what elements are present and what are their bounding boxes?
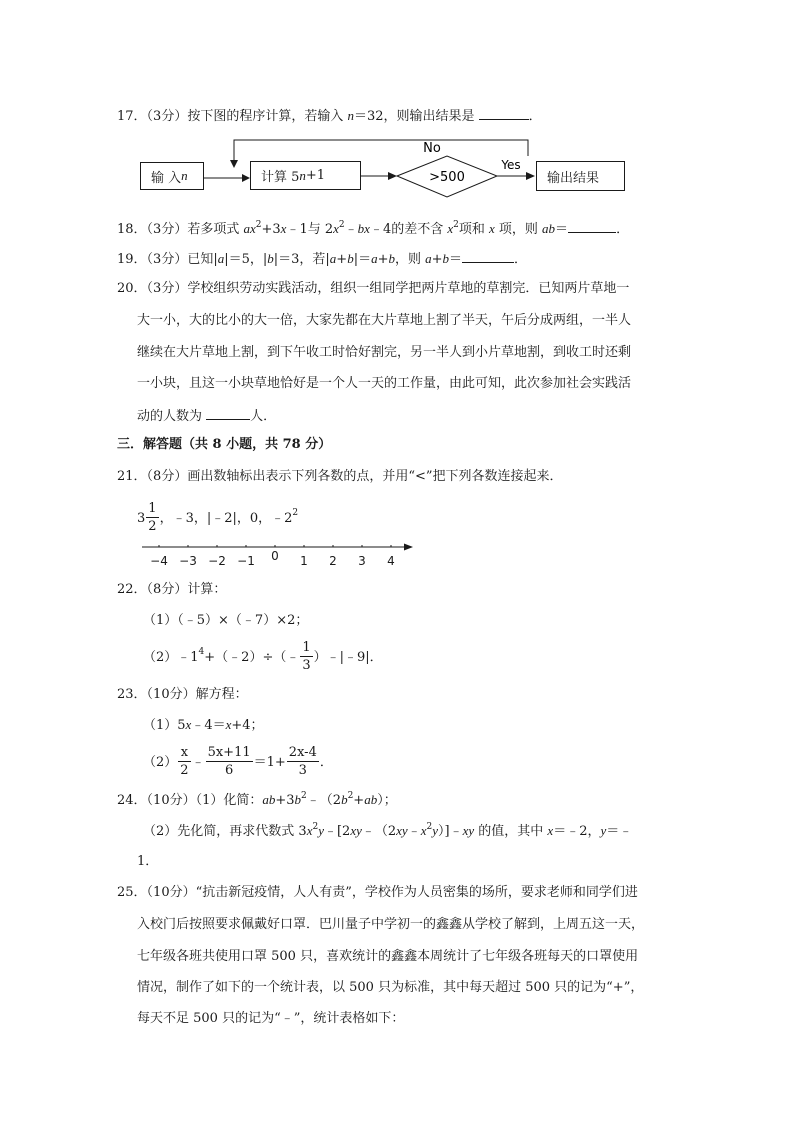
q23-x1: x <box>185 717 192 732</box>
q24-p2e: ）]﹣ <box>438 824 463 839</box>
q24-x1: x <box>306 823 313 838</box>
q21-numbers <box>137 502 298 535</box>
q24-p2c: ﹣（2 <box>361 824 397 839</box>
q19-score: （3分） <box>146 252 188 267</box>
q23-end: ． <box>319 754 333 770</box>
q25-line-2: 入校门后按照要求佩戴好口罩．巴川量子中学初一的鑫鑫从学校了解到，上周五这一天， <box>137 917 645 932</box>
q18-x2: x <box>333 221 339 236</box>
q21-sup: 2 <box>292 508 299 519</box>
q24-score: （10分） <box>146 793 196 808</box>
q24-sup-d: 2 <box>426 821 433 832</box>
q18-ax: ax <box>243 221 256 236</box>
q18-number: 18． <box>117 222 147 237</box>
q18-t2: +3 <box>261 222 281 237</box>
q25-score: （10分） <box>146 885 196 900</box>
calc-box-var: n <box>299 167 306 183</box>
q23-p2a: （2） <box>143 754 178 770</box>
q23-eq: ＝1+ <box>253 754 286 770</box>
q22-frac-num: 1 <box>300 641 312 657</box>
q21-rest: ，﹣3，|﹣2|，0，﹣2 <box>159 510 293 526</box>
q21-fraction <box>146 502 158 535</box>
q25-text-1: “抗击新冠疫情，人人有责”，学校作为人员密集的场所，要求老师和同学们进 <box>195 885 638 900</box>
arrowhead-calc-decision <box>388 172 397 180</box>
q24-part-2 <box>143 821 633 839</box>
q22-p2c: ）﹣|﹣9|． <box>313 649 383 665</box>
q22-part-1: （1）（﹣5）×（﹣7）×2； <box>143 613 309 628</box>
q25-line-3: 七年级各班共使用口罩 500 只，喜欢统计的鑫鑫本周统计了七年级各班每天的口罩使用 <box>137 949 639 964</box>
q23-number: 23． <box>117 687 147 702</box>
q21-whole: 3 <box>137 510 146 526</box>
q24-sup-a: 2 <box>301 790 307 801</box>
q24-xy2: xy <box>396 823 408 838</box>
q18-t8: ＝ <box>555 222 569 237</box>
q22-part-2 <box>143 641 383 674</box>
q23-f3-den: 3 <box>298 763 307 779</box>
q19-b4: b <box>442 251 450 266</box>
q18-x3: x <box>447 221 454 236</box>
q17-question <box>117 107 542 123</box>
q17-end: ． <box>528 109 542 124</box>
q17-text-b: ＝32，则输出结果是 <box>353 109 479 124</box>
no-loop-arrowhead <box>230 160 238 168</box>
q19-a1: a <box>217 251 225 266</box>
input-box-label: 输 入 <box>151 170 182 186</box>
q21-frac-den: 2 <box>148 519 157 535</box>
q23-text: 解方程： <box>195 687 248 702</box>
q18-t4: ﹣ <box>344 222 358 237</box>
no-label: No <box>423 141 441 156</box>
q20-line-3: 继续在大片草地上割，到下午收工时恰好割完，另一半人到小片草地割，到收工时还剩 <box>137 345 632 360</box>
q17-text: 按下图的程序计算，若输入 <box>187 109 348 124</box>
q19-t2: |＝5，| <box>224 252 268 267</box>
q24-x2: x <box>420 823 427 838</box>
q19-t1: 已知| <box>187 252 218 267</box>
q24-p1e: ）； <box>377 793 397 808</box>
q18-ab: ab <box>542 221 556 236</box>
q21-question <box>117 470 563 483</box>
q24-sup-b: 2 <box>347 790 354 801</box>
q24-p2f: 的值，其中 <box>474 824 548 839</box>
q24-ab2: ab <box>364 792 378 807</box>
q24-p2g: ＝﹣2， <box>553 824 601 839</box>
q24-p2h: ＝﹣ <box>606 824 633 839</box>
q23-part-1 <box>143 718 264 732</box>
q24-ab1: ab <box>262 792 276 807</box>
q23-part-2 <box>143 746 333 779</box>
q19-t8: + <box>431 252 443 267</box>
q23-question <box>117 688 248 701</box>
q22-number: 22． <box>117 582 147 597</box>
q18-t6: 项和 <box>458 222 489 237</box>
q18-answer-blank[interactable] <box>568 220 616 233</box>
q21-number: 21． <box>117 469 147 484</box>
q24-p1c: ﹣（2 <box>306 793 342 808</box>
decision-label: >500 <box>429 170 465 185</box>
q20-line-1 <box>117 282 629 295</box>
q23-p1a: （1）5 <box>143 718 186 733</box>
q24-y1: y <box>318 823 324 838</box>
q24-b2: b <box>341 792 348 807</box>
q23-p1c: +4； <box>231 718 264 733</box>
q18-x1: x <box>280 221 287 236</box>
calc-box-label: 计算 5 <box>261 170 300 185</box>
q24-xy1: xy <box>350 823 362 838</box>
q22-question <box>117 583 226 596</box>
q25-line-4: 情况，制作了如下的一个统计表，以 500 只为标准，其中每天超过 500 只的记为“+”， <box>137 980 644 995</box>
q19-t9: ＝ <box>449 252 463 267</box>
q18-sup-a: 2 <box>255 219 262 230</box>
q23-f2-den: 6 <box>224 763 234 779</box>
q18-t7: 项，则 <box>494 222 543 237</box>
output-box <box>536 161 625 191</box>
q24-sup-c: 2 <box>312 821 319 832</box>
q23-frac-1 <box>178 746 190 779</box>
calc-box-tail: +1 <box>305 168 326 183</box>
q20-text-1: 学校组织劳动实践活动，组织一组同学把两片草地的草割完．已知两片草地一 <box>187 281 630 296</box>
q22-p2a: （2）﹣1 <box>143 649 199 665</box>
q24-p2d: ﹣ <box>407 824 421 839</box>
calc-box <box>250 161 361 190</box>
q17-var: n <box>347 108 354 123</box>
q18-sup-c: 2 <box>453 219 459 230</box>
q23-minus: ﹣ <box>191 754 205 770</box>
q19-number: 19． <box>117 252 147 267</box>
yes-label: Yes <box>501 158 521 172</box>
q24-p2a: （2）先化简，再求代数式 3 <box>143 824 307 839</box>
q18-t3: ﹣1与 2 <box>286 222 334 237</box>
q25-number: 25． <box>117 885 147 900</box>
q19-a4: a <box>425 251 432 266</box>
q22-frac-den: 3 <box>302 658 311 674</box>
q17-number: 17． <box>117 109 147 124</box>
input-box-var: n <box>181 168 188 183</box>
q23-p1b: ﹣4＝ <box>191 718 226 733</box>
q19-t4: + <box>336 252 348 267</box>
q23-frac-3 <box>287 746 319 779</box>
arrowhead-input-calc <box>242 174 250 182</box>
q23-frac-2 <box>206 746 253 779</box>
q20-answer-blank[interactable] <box>206 407 250 420</box>
q22-score: （8分） <box>146 582 188 597</box>
q20-line-5 <box>137 407 276 423</box>
q24-question <box>117 790 397 808</box>
q19-question <box>117 250 527 266</box>
q17-score: （3分） <box>146 109 188 124</box>
tick-label: 2 <box>329 554 337 568</box>
input-box <box>140 162 204 190</box>
q24-b1: b <box>294 792 302 807</box>
q18-score: （3分） <box>146 222 188 237</box>
q18-t5: ﹣4的差不含 <box>369 222 448 237</box>
q25-line-5: 每天不足 500 只的记为“﹣”，统计表格如下： <box>137 1011 405 1026</box>
q24-part-2-cont: 1． <box>137 854 159 869</box>
q25-line-1 <box>117 886 638 899</box>
q20-line-2: 大一小，大的比小的大一倍，大家先都在大片草地上割了半天，午后分成两组，一半人 <box>137 313 632 328</box>
q19-t6: + <box>377 252 389 267</box>
q19-a3: a <box>371 251 378 266</box>
q18-sup-b: 2 <box>338 219 345 230</box>
q23-f1-num: x <box>178 746 190 762</box>
tick-label: −4 <box>150 554 168 568</box>
q20-text-5a: 动的人数为 <box>137 409 207 424</box>
q18-x4: x <box>489 221 495 236</box>
q23-score: （10分） <box>146 687 196 702</box>
q24-number: 24． <box>117 793 147 808</box>
q19-b1: b <box>267 251 274 266</box>
q24-p1b: +3 <box>275 793 295 808</box>
no-loop-line <box>234 140 528 161</box>
section-3-heading: 三．解答题（共 8 小题，共 78 分） <box>117 437 332 452</box>
q21-text: 画出数轴标出表示下列各数的点，并用“<”把下列各数连接起来． <box>187 469 563 484</box>
q24-x3: x <box>547 823 554 838</box>
q22-p2-sup: 4 <box>198 647 205 658</box>
q18-question <box>117 220 629 236</box>
q24-y3: y <box>600 823 607 838</box>
q19-t7: ，则 <box>394 252 426 267</box>
tick-label: 3 <box>358 554 366 568</box>
q20-number: 20． <box>117 281 147 296</box>
q19-t5: |＝ <box>353 252 372 267</box>
q19-b3: b <box>388 251 395 266</box>
arrowhead-decision-output <box>526 172 535 180</box>
output-box-label: 输出结果 <box>547 170 600 186</box>
q24-y2: y <box>432 823 439 838</box>
q18-bx: bx <box>357 221 370 236</box>
q24-p2b: ﹣[2 <box>323 824 351 839</box>
q24-p1a: （1）化简： <box>195 793 263 808</box>
q23-x2: x <box>225 717 232 732</box>
q19-a2: a <box>329 251 337 266</box>
q18-end: ． <box>616 222 630 237</box>
q23-f2-num: 5x+11 <box>206 746 253 762</box>
tick-label: −2 <box>208 554 226 568</box>
number-line[interactable] <box>140 538 420 570</box>
tick-label: 4 <box>387 554 395 568</box>
q22-text: 计算： <box>187 582 227 597</box>
q22-fraction <box>300 641 312 674</box>
tick-label: 1 <box>300 554 308 568</box>
q21-frac-num: 1 <box>146 502 158 518</box>
q23-f1-den: 2 <box>180 763 189 779</box>
q17-answer-blank[interactable] <box>479 107 529 120</box>
number-line-arrowhead <box>404 544 413 551</box>
q19-t3: |＝3，若| <box>273 252 330 267</box>
tick-label: −1 <box>237 554 255 568</box>
tick-label: 0 <box>271 549 279 563</box>
q20-text-5b: 人． <box>250 409 277 424</box>
q19-end: ． <box>514 252 528 267</box>
q21-score: （8分） <box>146 469 188 484</box>
q20-line-4: 一小块，且这一小块草地恰好是一个人一天的工作量，由此可知，此次参加社会实践活 <box>137 376 632 391</box>
q24-p1d: + <box>353 793 365 808</box>
number-line-ticks <box>150 545 395 568</box>
q18-t1: 若多项式 <box>187 222 244 237</box>
q23-f3-num: 2x-4 <box>287 746 319 762</box>
q20-score: （3分） <box>146 281 188 296</box>
q19-b2: b <box>347 251 354 266</box>
q19-answer-blank[interactable] <box>462 250 514 263</box>
q24-xy3: xy <box>462 823 475 838</box>
q22-p2b: +（﹣2）÷（﹣ <box>204 649 300 665</box>
tick-label: −3 <box>179 554 197 568</box>
